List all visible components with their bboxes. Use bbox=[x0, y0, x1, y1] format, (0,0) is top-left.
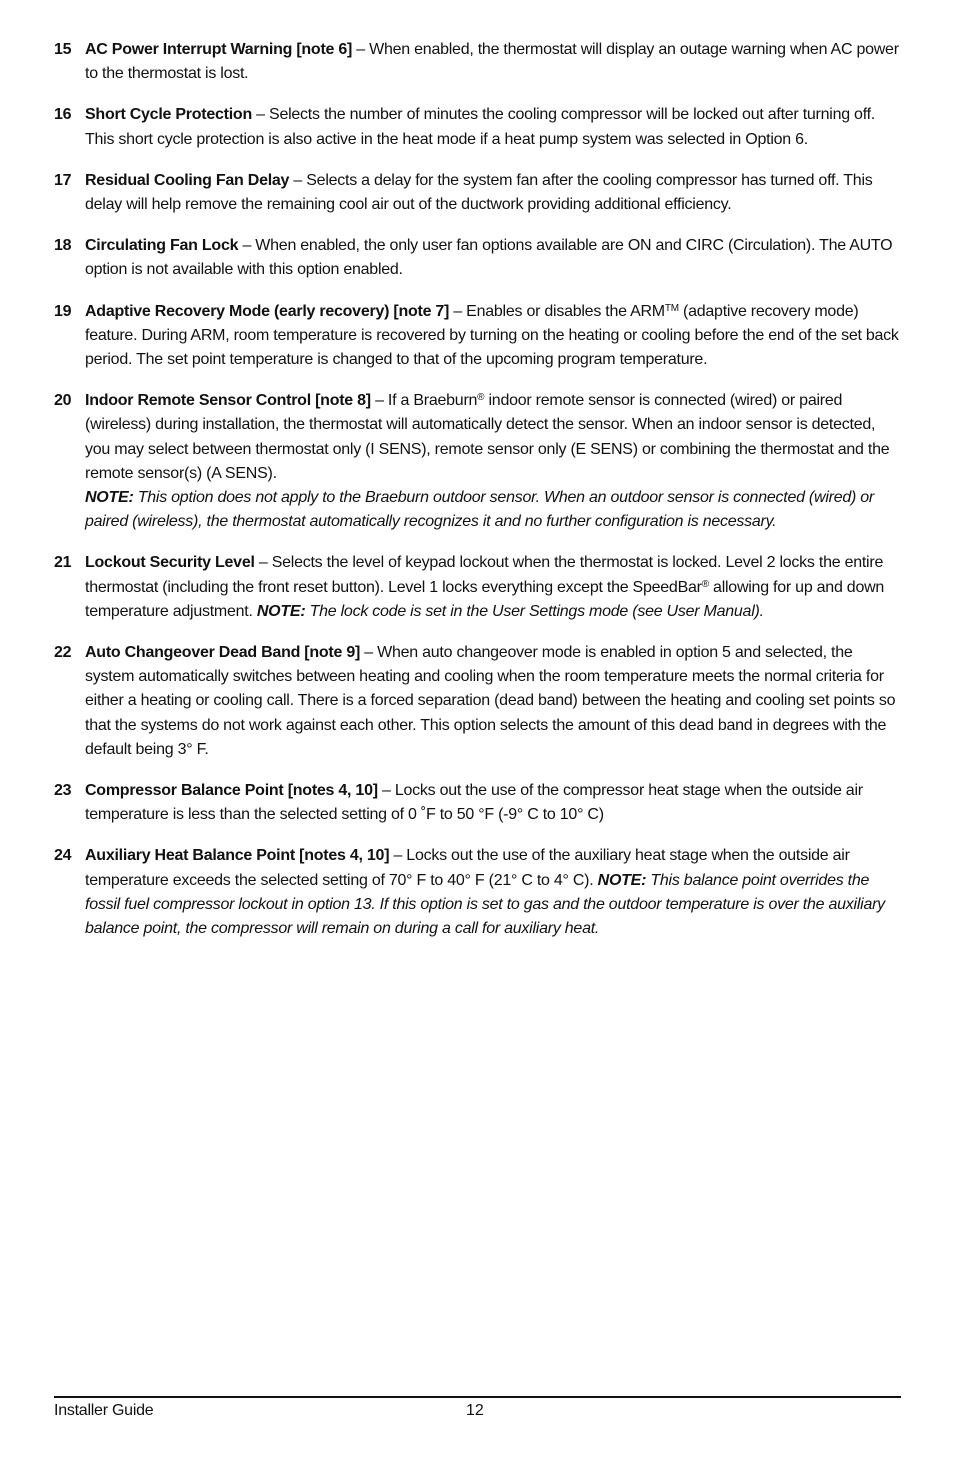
option-number: 23 bbox=[54, 782, 72, 800]
note-label: NOTE: bbox=[85, 489, 134, 507]
option-description bbox=[85, 38, 899, 86]
option-text: – When auto changeover mode is enabled in option 5 and selected, the system automatically switches between heating and cooling when the room temperature meets the normal criteria for either a heating or cooling call. There is a forced separation (dead band) between the heating and cooling set points so that the systems do not work against each other. This option selects the amount of this dead band in degrees with the default being 3° F. bbox=[85, 644, 896, 758]
option-number: 19 bbox=[54, 302, 72, 320]
option-item-22 bbox=[54, 641, 899, 762]
option-description bbox=[85, 779, 899, 827]
option-number: 21 bbox=[54, 554, 72, 572]
option-number: 22 bbox=[54, 644, 72, 662]
option-item-19 bbox=[54, 300, 899, 373]
option-text-continued: (adaptive recovery mode) feature. During ARM, room temperature is recovered by turning on the heating or cooling before the end of the set back period. The set point temperature is changed to that of the upcoming program temperature. bbox=[85, 302, 899, 369]
registered-mark: ® bbox=[477, 392, 485, 404]
option-item-21 bbox=[54, 551, 899, 624]
option-text-continued: indoor remote sensor is connected (wired) or paired (wireless) during installation, the thermostat will automatically detect the sensor. When an indoor sensor is detected, you may select between thermostat only (I SENS), remote sensor only (E SENS) or combining the thermostat and the remote sensor(s) (A SENS). bbox=[85, 392, 890, 482]
option-text: – If a Braeburn bbox=[370, 392, 478, 410]
note-label: NOTE: bbox=[256, 602, 306, 620]
footer-page-number: 12 bbox=[466, 1402, 484, 1419]
option-title: Circulating Fan Lock bbox=[85, 237, 239, 255]
option-number: 24 bbox=[54, 847, 72, 865]
registered-mark: ® bbox=[701, 578, 709, 590]
option-number: 15 bbox=[54, 41, 72, 58]
option-description bbox=[85, 641, 899, 762]
footer-divider bbox=[54, 1396, 901, 1398]
option-description bbox=[85, 169, 899, 217]
option-number: 17 bbox=[54, 171, 72, 189]
option-text-continued: allowing for up and down temperature adjustment. bbox=[85, 578, 885, 620]
option-text: – Selects a delay for the system fan after the cooling compressor has turned off. This delay will help remove the remaining cool air out of the ductwork providing additional efficiency. bbox=[85, 171, 873, 214]
option-text: – When enabled, the only user fan options available are ON and CIRC (Circulation). The AUTO option is not available with this option enabled. bbox=[85, 237, 893, 279]
footer-document-title: Installer Guide bbox=[54, 1402, 154, 1419]
option-description bbox=[85, 844, 899, 941]
option-title: Residual Cooling Fan Delay bbox=[85, 171, 290, 189]
option-description bbox=[85, 103, 899, 151]
option-list bbox=[54, 38, 899, 958]
note-text: The lock code is set in the User Settings mode (see User Manual). bbox=[305, 602, 764, 620]
option-title: Auxiliary Heat Balance Point [notes 4, 10] bbox=[85, 847, 390, 865]
option-text: – Enables or disables the ARM bbox=[449, 302, 665, 320]
option-item-17 bbox=[54, 169, 899, 217]
note-label: NOTE: bbox=[597, 871, 647, 889]
option-description bbox=[85, 551, 899, 624]
option-description bbox=[85, 300, 899, 373]
option-title: AC Power Interrupt Warning [note 6] bbox=[85, 41, 353, 58]
option-item-20 bbox=[54, 389, 899, 534]
option-description bbox=[85, 389, 899, 534]
option-item-16 bbox=[54, 103, 899, 151]
option-number: 18 bbox=[54, 237, 72, 255]
option-text: – Selects the number of minutes the cooling compressor will be locked out after turning off. This short cycle protection is also active in the heat mode if a heat pump system was selected in Option 6. bbox=[85, 106, 875, 148]
option-number: 16 bbox=[54, 106, 72, 124]
option-title: Short Cycle Protection bbox=[85, 106, 252, 124]
option-text: – Locks out the use of the auxiliary heat stage when the outside air temperature exceeds the selected setting of 70° F to 40° F (21° C to 4° C). bbox=[85, 847, 850, 889]
note-text: This balance point overrides the fossil fuel compressor lockout in option 13. If this option is set to gas and the outdoor temperature is over the auxiliary balance point, the compressor will remain on during a call for auxiliary heat. bbox=[85, 871, 885, 938]
option-item-23 bbox=[54, 779, 899, 827]
option-item-15 bbox=[54, 38, 899, 86]
option-title: Auto Changeover Dead Band [note 9] bbox=[85, 644, 361, 662]
option-item-24 bbox=[54, 844, 899, 941]
trademark-mark: TM bbox=[664, 302, 679, 314]
option-title: Indoor Remote Sensor Control [note 8] bbox=[85, 392, 371, 410]
option-title: Adaptive Recovery Mode (early recovery) [note 7] bbox=[85, 302, 450, 320]
option-text: – Locks out the use of the compressor heat stage when the outside air temperature is less than the selected setting of 0 ˚F to 50 °F (-9° C to 10° C) bbox=[85, 782, 863, 824]
option-title: Compressor Balance Point [notes 4, 10] bbox=[85, 782, 378, 800]
option-text: – When enabled, the thermostat will display an outage warning when AC power to the thermostat is lost. bbox=[85, 41, 899, 83]
option-text: – Selects the level of keypad lockout when the thermostat is locked. Level 2 locks the entire thermostat (including the front reset button). Level 1 locks everything except the SpeedBar bbox=[85, 554, 884, 596]
option-note bbox=[85, 486, 899, 534]
note-text: This option does not apply to the Braeburn outdoor sensor. When an outdoor sensor is connected (wired) or paired (wireless), the thermostat automatically recognizes it and no further configuration is necessary. bbox=[85, 489, 874, 531]
option-title: Lockout Security Level bbox=[85, 554, 255, 572]
option-item-18 bbox=[54, 234, 899, 282]
option-description bbox=[85, 234, 899, 282]
option-number: 20 bbox=[54, 392, 72, 410]
